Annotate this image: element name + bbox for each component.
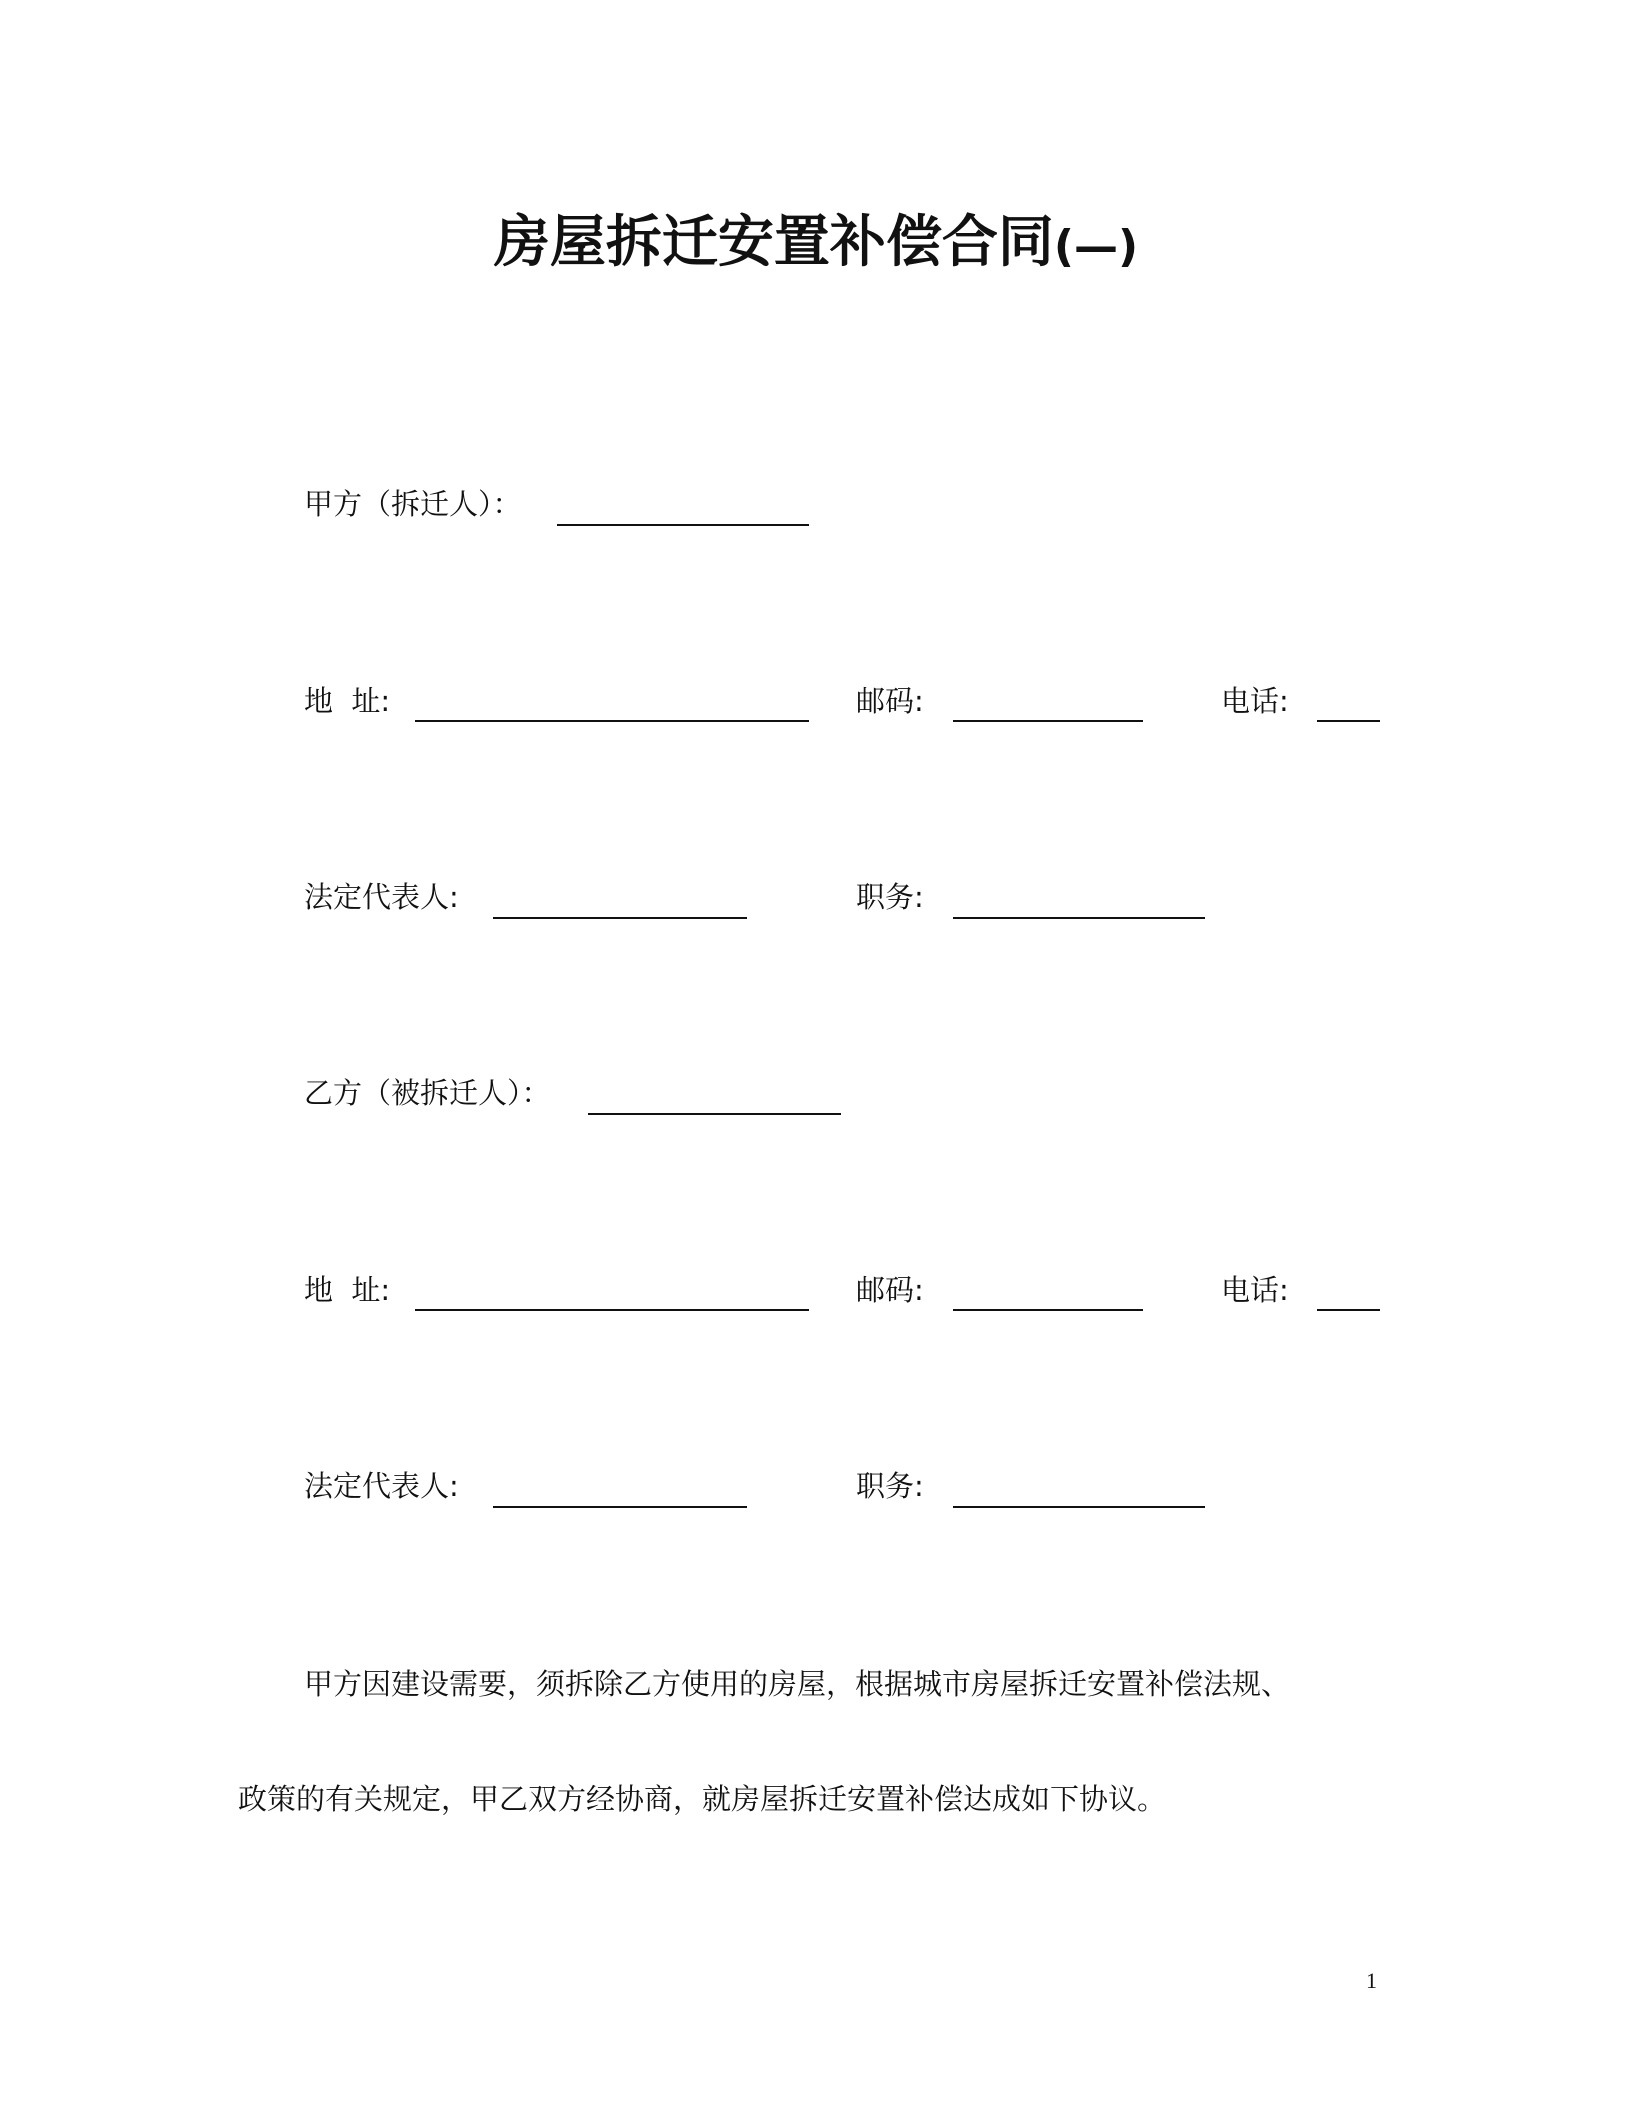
party-a-postcode-field[interactable] (953, 720, 1143, 722)
document-title (0, 198, 1632, 278)
party-a-label: 甲方（拆迁人）： (304, 487, 522, 521)
party-a-position-label: 职务: (856, 880, 924, 914)
agreement-paragraph-line-1: 甲方因建设需要，须拆除乙方使用的房屋，根据城市房屋拆迁安置补偿法规、 (304, 1667, 1291, 1701)
party-b-legal-rep-field[interactable] (493, 1506, 747, 1508)
party-a-phone-label: 电话: (1221, 684, 1289, 718)
party-a-address-label: 地 址: (304, 684, 391, 718)
title-text: 房屋拆迁安置补偿合同 (493, 210, 1054, 275)
party-a-address-field[interactable] (415, 720, 809, 722)
party-b-phone-label: 电话: (1221, 1273, 1289, 1307)
party-a-name-field[interactable] (557, 524, 809, 526)
party-b-postcode-field[interactable] (953, 1309, 1143, 1311)
party-b-label: 乙方（被拆迁人）： (304, 1076, 551, 1110)
title-suffix: (—) (1053, 221, 1139, 272)
party-b-address-field[interactable] (415, 1309, 809, 1311)
party-b-name-field[interactable] (588, 1113, 841, 1115)
party-b-phone-field[interactable] (1317, 1309, 1380, 1311)
party-a-postcode-label: 邮码: (856, 684, 924, 718)
party-b-legal-rep-label: 法定代表人: (304, 1469, 459, 1503)
party-b-postcode-label: 邮码: (856, 1273, 924, 1307)
page-number: 1 (1366, 1968, 1377, 1993)
agreement-paragraph-line-2: 政策的有关规定，甲乙双方经协商，就房屋拆迁安置补偿达成如下协议。 (238, 1782, 1167, 1816)
party-a-phone-field[interactable] (1317, 720, 1380, 722)
party-a-position-field[interactable] (953, 917, 1205, 919)
party-b-position-label: 职务: (856, 1469, 924, 1503)
party-a-legal-rep-label: 法定代表人: (304, 880, 459, 914)
party-a-legal-rep-field[interactable] (493, 917, 747, 919)
party-b-address-label: 地 址: (304, 1273, 391, 1307)
party-b-position-field[interactable] (953, 1506, 1205, 1508)
